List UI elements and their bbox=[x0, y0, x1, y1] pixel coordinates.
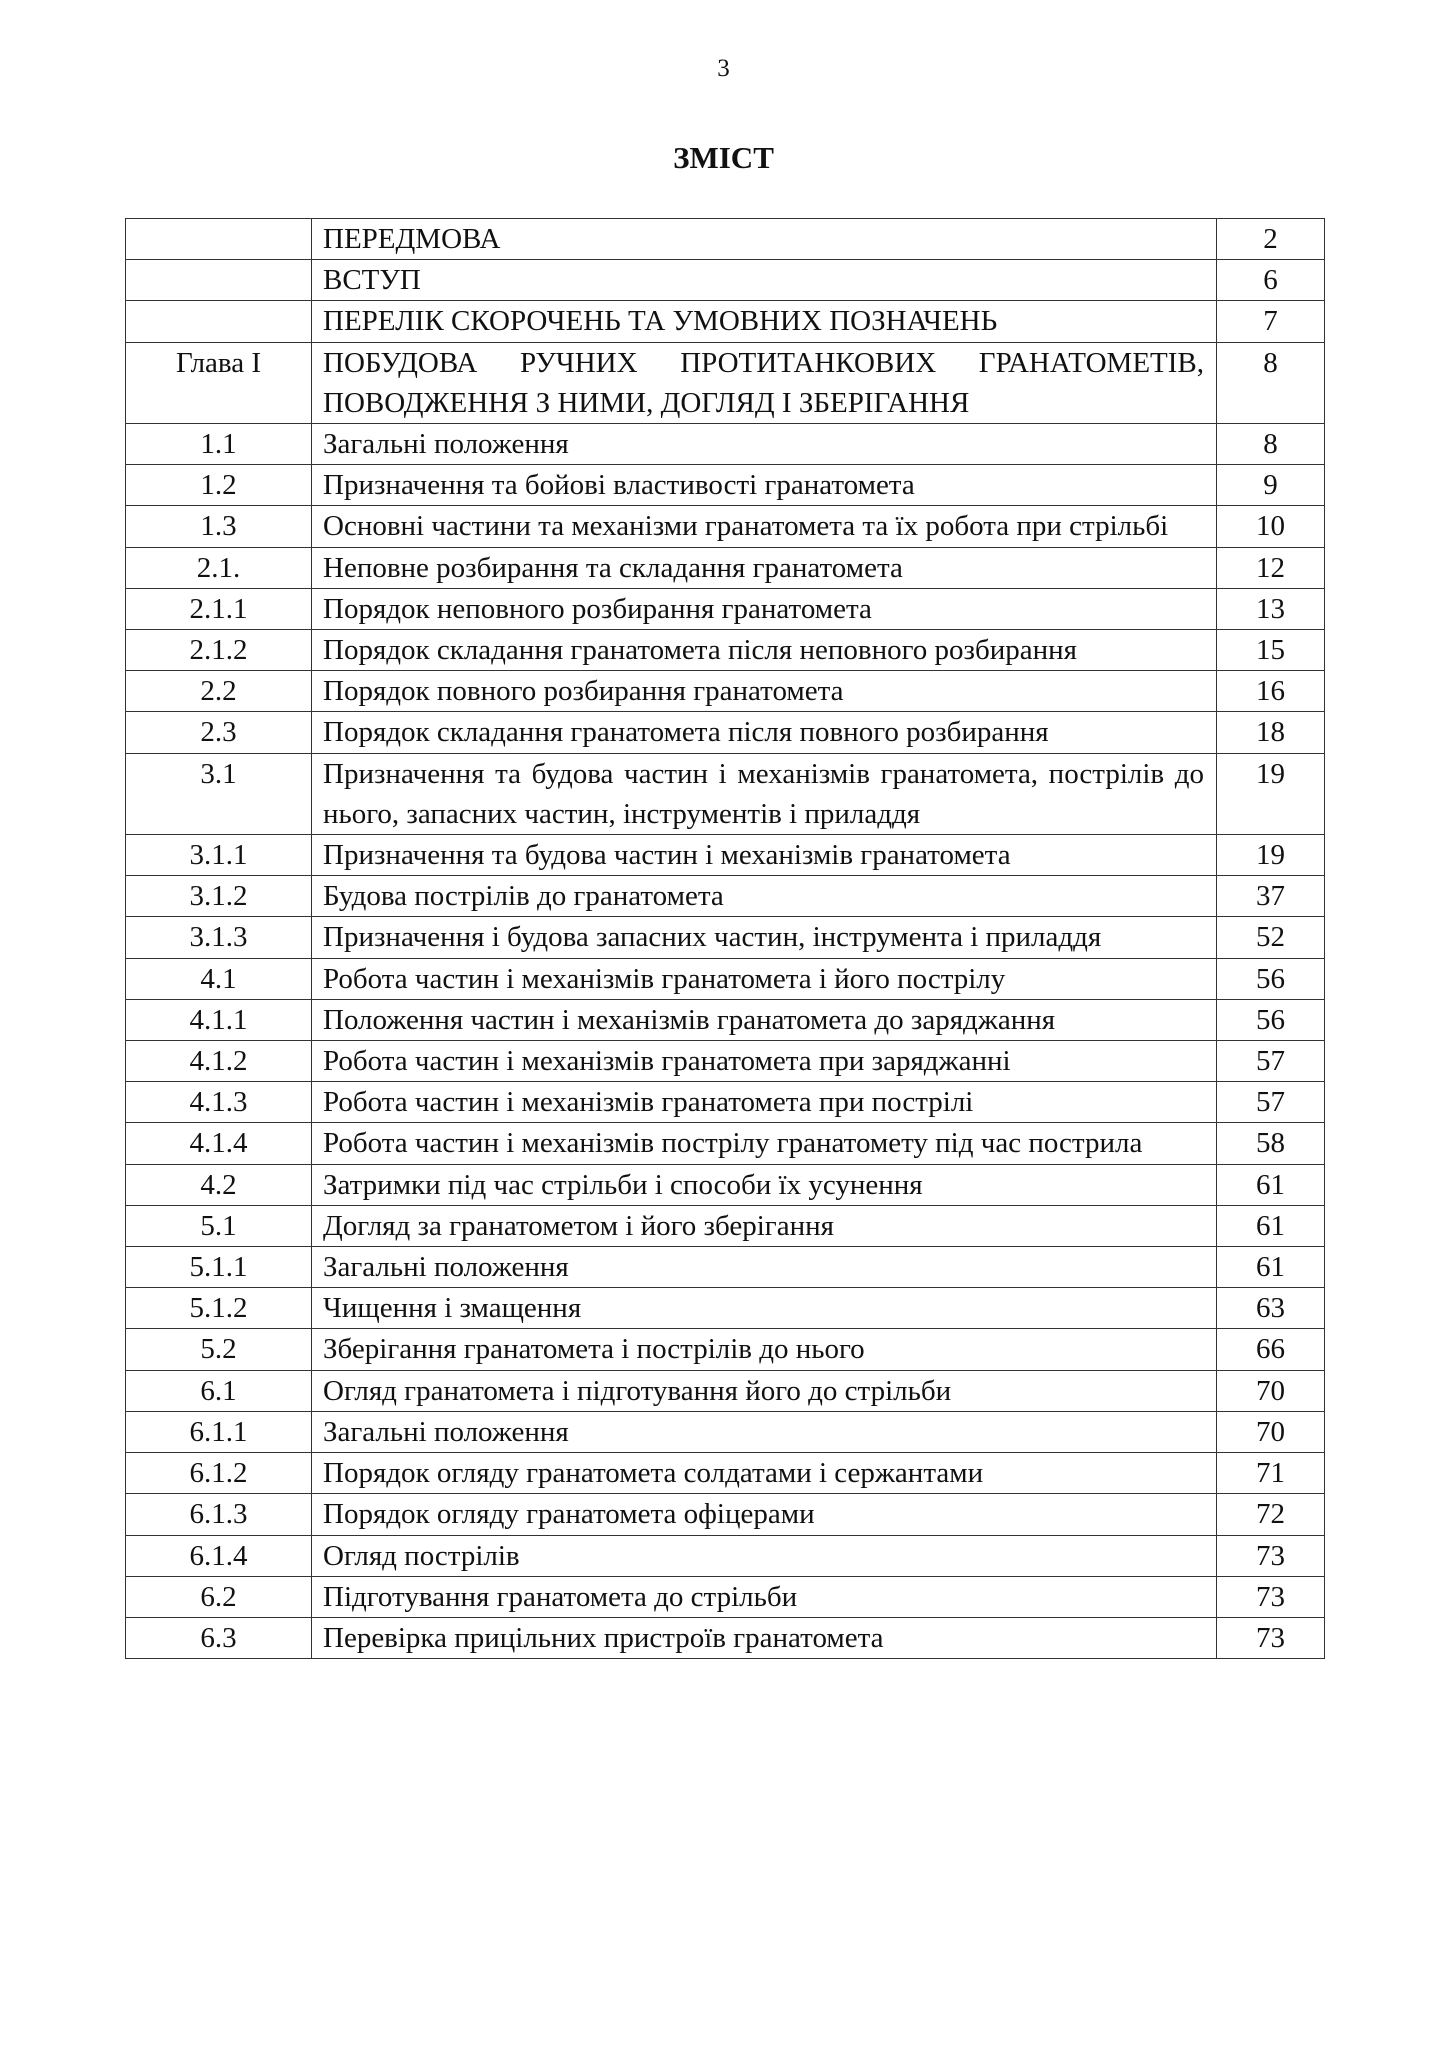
toc-section-number: 4.1.2 bbox=[126, 1041, 312, 1082]
toc-page-number: 72 bbox=[1217, 1494, 1325, 1535]
toc-section-number: 6.1 bbox=[126, 1370, 312, 1411]
page-title: ЗМІСТ bbox=[673, 140, 774, 175]
toc-page-number: 12 bbox=[1217, 547, 1325, 588]
toc-row bbox=[126, 999, 1325, 1040]
toc-section-title: Робота частин і механізмів пострілу гранатомету під час пострила bbox=[312, 1123, 1217, 1164]
toc-section-title: Чищення і змащення bbox=[312, 1288, 1217, 1329]
toc-section-title: Догляд за гранатометом і його зберігання bbox=[312, 1205, 1217, 1246]
toc-row bbox=[126, 219, 1325, 260]
toc-section-title: ПОБУДОВА РУЧНИХ ПРОТИТАНКОВИХ ГРАНАТОМЕТІВ, ПОВОДЖЕННЯ З НИМИ, ДОГЛЯД І ЗБЕРІГАННЯ bbox=[312, 342, 1217, 423]
toc-row bbox=[126, 260, 1325, 301]
toc-row bbox=[126, 1205, 1325, 1246]
toc-page-number: 63 bbox=[1217, 1288, 1325, 1329]
toc-page-number: 71 bbox=[1217, 1453, 1325, 1494]
toc-section-title: Будова пострілів до гранатомета bbox=[312, 876, 1217, 917]
toc-section-title: Порядок огляду гранатомета офіцерами bbox=[312, 1494, 1217, 1535]
toc-section-title: Зберігання гранатомета і пострілів до нього bbox=[312, 1329, 1217, 1370]
toc-row bbox=[126, 1535, 1325, 1576]
toc-page-number: 2 bbox=[1217, 219, 1325, 260]
toc-row bbox=[126, 465, 1325, 506]
toc-page-number: 73 bbox=[1217, 1617, 1325, 1658]
toc-section-number: 6.1.3 bbox=[126, 1494, 312, 1535]
toc-page-number: 19 bbox=[1217, 835, 1325, 876]
toc-section-number: 5.1.2 bbox=[126, 1288, 312, 1329]
toc-section-title: ПЕРЕДМОВА bbox=[312, 219, 1217, 260]
toc-section-number: 2.2 bbox=[126, 671, 312, 712]
toc-section-number: 5.2 bbox=[126, 1329, 312, 1370]
toc-page-number: 9 bbox=[1217, 465, 1325, 506]
toc-section-title: ПЕРЕЛІК СКОРОЧЕНЬ ТА УМОВНИХ ПОЗНАЧЕНЬ bbox=[312, 301, 1217, 342]
toc-section-title: Призначення та будова частин і механізмів гранатомета bbox=[312, 835, 1217, 876]
toc-row bbox=[126, 958, 1325, 999]
toc-section-title: Загальні положення bbox=[312, 1247, 1217, 1288]
toc-section-number: 4.1.3 bbox=[126, 1082, 312, 1123]
toc-section-number: 3.1 bbox=[126, 753, 312, 834]
toc-section-title: Робота частин і механізмів гранатомета при заряджанні bbox=[312, 1041, 1217, 1082]
toc-row bbox=[126, 301, 1325, 342]
toc-row bbox=[126, 876, 1325, 917]
toc-section-number: 6.2 bbox=[126, 1576, 312, 1617]
toc-row bbox=[126, 1411, 1325, 1452]
toc-row bbox=[126, 1370, 1325, 1411]
toc-section-title: Робота частин і механізмів гранатомета і його пострілу bbox=[312, 958, 1217, 999]
toc-row bbox=[126, 1288, 1325, 1329]
toc-section-title: Порядок складання гранатомета після повного розбирання bbox=[312, 712, 1217, 753]
toc-row bbox=[126, 630, 1325, 671]
toc-page-number: 57 bbox=[1217, 1041, 1325, 1082]
toc-page-number: 15 bbox=[1217, 630, 1325, 671]
toc-section-title: Неповне розбирання та складання гранатомета bbox=[312, 547, 1217, 588]
toc-page-number: 8 bbox=[1217, 342, 1325, 423]
toc-section-number: 1.1 bbox=[126, 424, 312, 465]
toc-page-number: 61 bbox=[1217, 1247, 1325, 1288]
toc-row bbox=[126, 917, 1325, 958]
toc-section-title: Огляд гранатомета і підготування його до стрільби bbox=[312, 1370, 1217, 1411]
toc-row bbox=[126, 506, 1325, 547]
toc-row bbox=[126, 1494, 1325, 1535]
toc-page-number: 58 bbox=[1217, 1123, 1325, 1164]
toc-page-number: 66 bbox=[1217, 1329, 1325, 1370]
toc-row bbox=[126, 753, 1325, 834]
toc-section-title: Порядок неповного розбирання гранатомета bbox=[312, 588, 1217, 629]
toc-section-title: Порядок складання гранатомета після неповного розбирання bbox=[312, 630, 1217, 671]
toc-page-number: 70 bbox=[1217, 1370, 1325, 1411]
toc-section-title: Призначення та будова частин і механізмів гранатомета, пострілів до нього, запасних частин, інструментів і приладдя bbox=[312, 753, 1217, 834]
toc-page-number: 73 bbox=[1217, 1535, 1325, 1576]
toc-section-title: Положення частин і механізмів гранатомета до заряджання bbox=[312, 999, 1217, 1040]
toc-section-number: 6.1.2 bbox=[126, 1453, 312, 1494]
toc-section-number bbox=[126, 301, 312, 342]
toc-row bbox=[126, 588, 1325, 629]
toc-section-number: 5.1.1 bbox=[126, 1247, 312, 1288]
toc-section-number: 1.2 bbox=[126, 465, 312, 506]
toc-page-number: 6 bbox=[1217, 260, 1325, 301]
toc-section-title: Порядок повного розбирання гранатомета bbox=[312, 671, 1217, 712]
toc-page-number: 8 bbox=[1217, 424, 1325, 465]
toc-row bbox=[126, 1247, 1325, 1288]
toc-section-number: 2.1. bbox=[126, 547, 312, 588]
toc-section-title: Перевірка прицільних пристроїв гранатомета bbox=[312, 1617, 1217, 1658]
toc-row bbox=[126, 1082, 1325, 1123]
toc-page-number: 61 bbox=[1217, 1164, 1325, 1205]
toc-page-number: 16 bbox=[1217, 671, 1325, 712]
toc-section-number: 2.1.1 bbox=[126, 588, 312, 629]
toc-section-number bbox=[126, 260, 312, 301]
toc-section-number: 6.3 bbox=[126, 1617, 312, 1658]
toc-row bbox=[126, 671, 1325, 712]
toc-page-number: 7 bbox=[1217, 301, 1325, 342]
toc-section-number: 2.1.2 bbox=[126, 630, 312, 671]
toc-page-number: 37 bbox=[1217, 876, 1325, 917]
toc-row bbox=[126, 547, 1325, 588]
toc-page-number: 56 bbox=[1217, 958, 1325, 999]
toc-section-title: Загальні положення bbox=[312, 424, 1217, 465]
table-of-contents bbox=[125, 218, 1325, 1659]
toc-row bbox=[126, 835, 1325, 876]
toc-section-number: 5.1 bbox=[126, 1205, 312, 1246]
toc-section-title: Основні частини та механізми гранатомета та їх робота при стрільбі bbox=[312, 506, 1217, 547]
toc-row bbox=[126, 1329, 1325, 1370]
toc-section-number: 6.1.4 bbox=[126, 1535, 312, 1576]
toc-section-number: 1.3 bbox=[126, 506, 312, 547]
toc-section-number: 3.1.3 bbox=[126, 917, 312, 958]
toc-page-number: 10 bbox=[1217, 506, 1325, 547]
toc-row bbox=[126, 1164, 1325, 1205]
toc-section-number: 6.1.1 bbox=[126, 1411, 312, 1452]
toc-page-number: 52 bbox=[1217, 917, 1325, 958]
toc-section-title: Огляд пострілів bbox=[312, 1535, 1217, 1576]
toc-body bbox=[126, 219, 1325, 1659]
toc-page-number: 13 bbox=[1217, 588, 1325, 629]
toc-row bbox=[126, 342, 1325, 423]
toc-section-number: 3.1.1 bbox=[126, 835, 312, 876]
toc-section-number bbox=[126, 219, 312, 260]
toc-row bbox=[126, 1041, 1325, 1082]
toc-section-title: Загальні положення bbox=[312, 1411, 1217, 1452]
toc-page-number: 70 bbox=[1217, 1411, 1325, 1452]
toc-section-title: Призначення і будова запасних частин, інструмента і приладдя bbox=[312, 917, 1217, 958]
toc-section-number: Глава І bbox=[126, 342, 312, 423]
toc-section-number: 3.1.2 bbox=[126, 876, 312, 917]
toc-section-number: 4.1.4 bbox=[126, 1123, 312, 1164]
toc-row bbox=[126, 1576, 1325, 1617]
toc-section-number: 4.1 bbox=[126, 958, 312, 999]
toc-page-number: 19 bbox=[1217, 753, 1325, 834]
toc-section-title: Затримки під час стрільби і способи їх усунення bbox=[312, 1164, 1217, 1205]
toc-row bbox=[126, 1453, 1325, 1494]
toc-page-number: 61 bbox=[1217, 1205, 1325, 1246]
toc-page-number: 57 bbox=[1217, 1082, 1325, 1123]
toc-section-title: Призначення та бойові властивості гранатомета bbox=[312, 465, 1217, 506]
toc-section-title: Робота частин і механізмів гранатомета при пострілі bbox=[312, 1082, 1217, 1123]
toc-row bbox=[126, 1617, 1325, 1658]
toc-section-number: 2.3 bbox=[126, 712, 312, 753]
toc-section-title: ВСТУП bbox=[312, 260, 1217, 301]
toc-section-title: Підготування гранатомета до стрільби bbox=[312, 1576, 1217, 1617]
toc-section-number: 4.2 bbox=[126, 1164, 312, 1205]
toc-section-number: 4.1.1 bbox=[126, 999, 312, 1040]
toc-row bbox=[126, 1123, 1325, 1164]
toc-page-number: 73 bbox=[1217, 1576, 1325, 1617]
page-number: 3 bbox=[717, 55, 730, 82]
toc-section-title: Порядок огляду гранатомета солдатами і сержантами bbox=[312, 1453, 1217, 1494]
toc-row bbox=[126, 424, 1325, 465]
toc-page-number: 18 bbox=[1217, 712, 1325, 753]
toc-page-number: 56 bbox=[1217, 999, 1325, 1040]
toc-row bbox=[126, 712, 1325, 753]
